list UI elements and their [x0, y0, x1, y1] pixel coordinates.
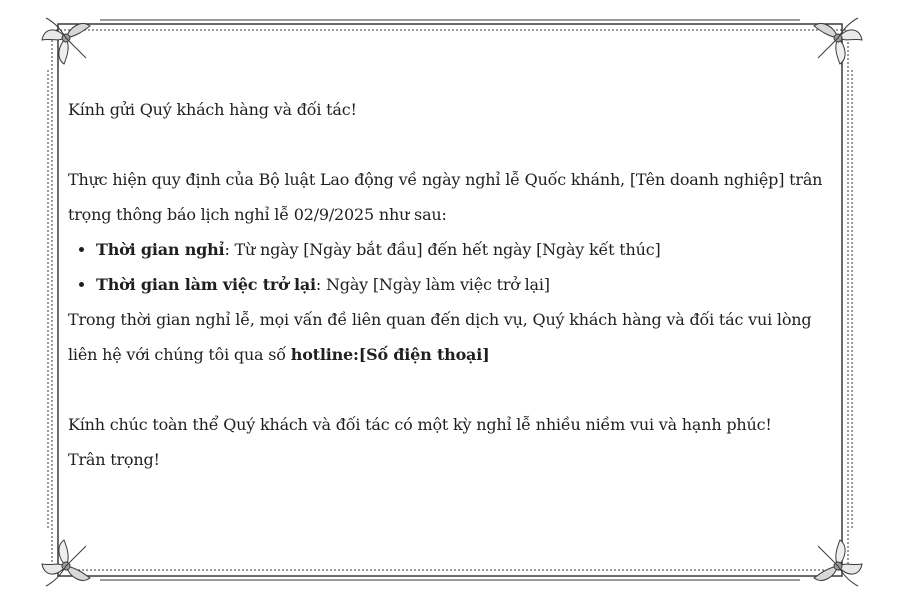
floral-corner-icon [808, 536, 868, 596]
spacer [68, 372, 840, 407]
list-item-text: : Từ ngày [Ngày bắt đầu] đến hết ngày [Ngày kết thúc] [224, 240, 661, 259]
hotline: hotline:[Số điện thoại] [290, 345, 490, 364]
spacer [68, 127, 840, 162]
list-item-label: Thời gian làm việc trở lại [96, 275, 316, 294]
list-item [96, 267, 840, 302]
contact-text: Trong thời gian nghỉ lễ, mọi vấn đề liên quan đến dịch vụ, Quý khách hàng và đối tác vui lòng liên hệ với chúng tôi qua số [68, 310, 812, 364]
list-item-label: Thời gian nghỉ [96, 240, 225, 259]
floral-corner-icon [808, 8, 868, 68]
closing: Trân trọng! [68, 450, 160, 469]
list-item [96, 232, 840, 267]
notice-body [68, 92, 840, 477]
list-item-text: : Ngày [Ngày làm việc trở lại] [315, 275, 550, 294]
floral-corner-icon [36, 536, 96, 596]
schedule-list [68, 232, 840, 302]
wishes-paragraph: Kính chúc toàn thể Quý khách và đối tác có một kỳ nghỉ lễ nhiều niềm vui và hạnh phúc! [68, 415, 772, 434]
greeting: Kính gửi Quý khách hàng và đối tác! [68, 100, 357, 119]
contact-paragraph [68, 302, 840, 372]
floral-corner-icon [36, 8, 96, 68]
intro-paragraph: Thực hiện quy định của Bộ luật Lao động về ngày nghỉ lễ Quốc khánh, [Tên doanh nghiệp] trân trọng thông báo lịch nghỉ lễ 02/9/2025 như sau: [68, 170, 823, 224]
